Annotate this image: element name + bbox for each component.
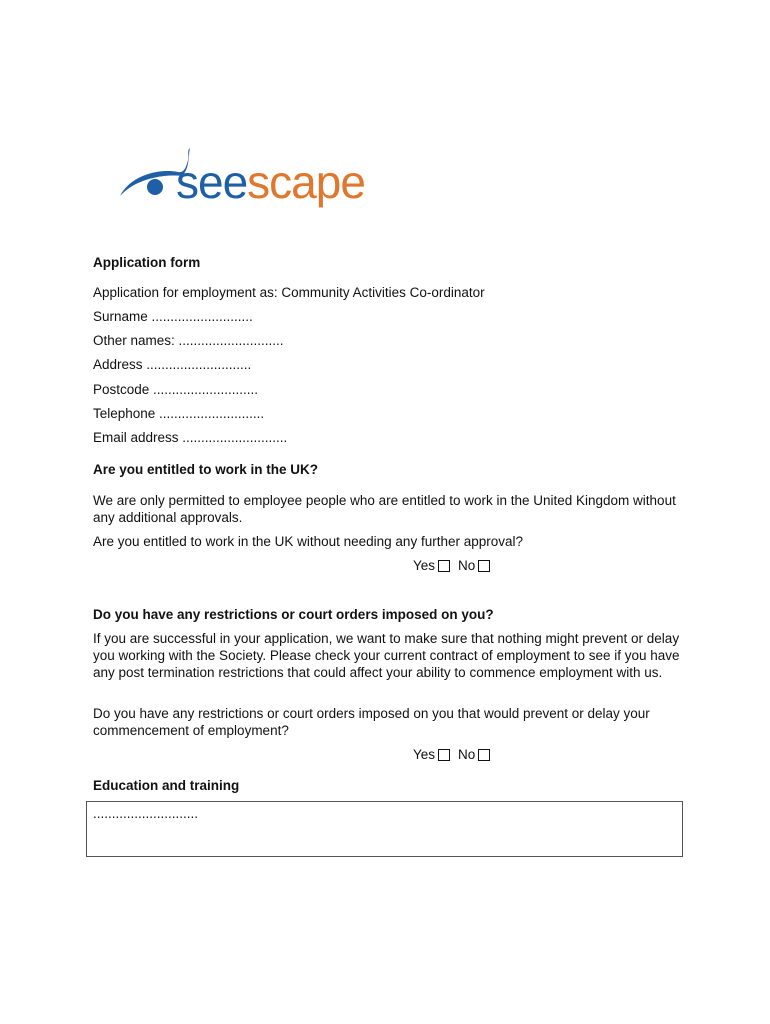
- work-entitlement-question: Are you entitled to work in the UK without needing any further approval?: [93, 534, 524, 549]
- restrictions-question: Do you have any restrictions or court orders imposed on you that would prevent or delay your commencement of employment?: [93, 706, 650, 738]
- restrictions-no-checkbox[interactable]: [478, 749, 490, 761]
- restrictions-info: If you are successful in your application, we want to make sure that nothing might prevent or delay you working with the Society. Please check your current contract of employment to see if you have any post termination restrictions that could affect your ability to commence employment with us.: [93, 631, 680, 680]
- logo-text-see: see: [176, 156, 248, 208]
- work-entitlement-info: We are only permitted to employee people who are entitled to work in the United Kingdom without any additional approvals.: [93, 493, 676, 525]
- postcode-field[interactable]: Postcode ............................: [93, 382, 259, 397]
- restrictions-heading: Do you have any restrictions or court orders imposed on you?: [93, 607, 494, 622]
- work-yes-label: Yes: [413, 558, 436, 573]
- seescape-logo: [118, 146, 438, 210]
- surname-field[interactable]: Surname ...........................: [93, 309, 253, 324]
- telephone-field[interactable]: Telephone ............................: [93, 406, 265, 421]
- logo-dot-icon: [147, 179, 163, 195]
- seescape-logo-graphic: [118, 146, 438, 210]
- restrictions-answer: [413, 746, 498, 763]
- work-no-label: No: [458, 558, 476, 573]
- education-input-box[interactable]: [86, 801, 683, 857]
- work-no-checkbox[interactable]: [478, 560, 490, 572]
- position-label: Application for employment as: Community Activities Co-ordinator: [93, 285, 485, 300]
- address-field[interactable]: Address ............................: [93, 357, 252, 372]
- work-entitlement-heading: Are you entitled to work in the UK?: [93, 462, 319, 477]
- education-placeholder: ............................: [93, 806, 199, 821]
- restrictions-no-label: No: [458, 747, 476, 762]
- form-title: Application form: [93, 255, 201, 270]
- logo-wordmark: [176, 156, 365, 208]
- work-entitlement-answer: [413, 557, 498, 574]
- email-field[interactable]: Email address ............................: [93, 430, 288, 445]
- restrictions-yes-checkbox[interactable]: [438, 749, 450, 761]
- restrictions-yes-label: Yes: [413, 747, 436, 762]
- education-heading: Education and training: [93, 778, 240, 793]
- logo-text-scape: scape: [247, 156, 365, 208]
- work-yes-checkbox[interactable]: [438, 560, 450, 572]
- other-names-field[interactable]: Other names: ............................: [93, 333, 284, 348]
